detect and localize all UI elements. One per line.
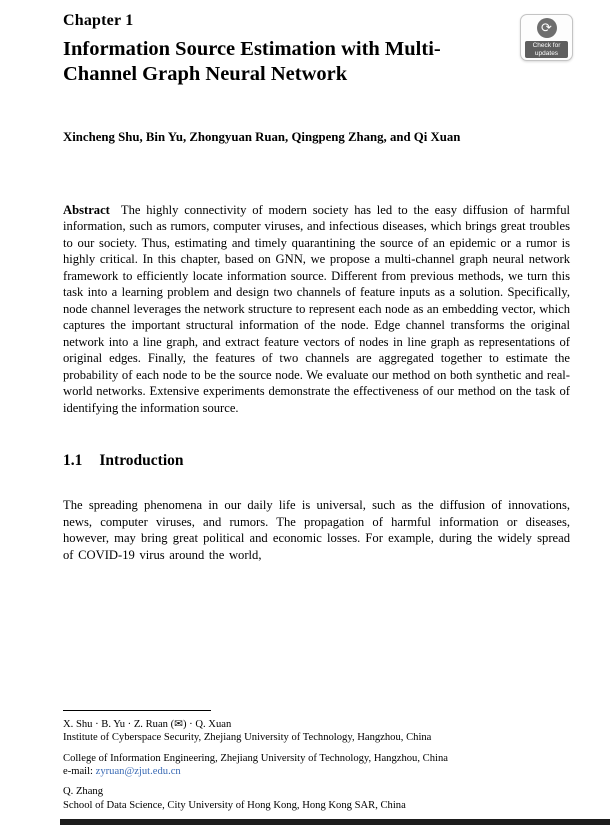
footnote-area (63, 710, 570, 812)
section-heading (63, 452, 570, 470)
footnote-authors-line: Q. Zhang (63, 786, 104, 798)
badge-label-line2: updates (534, 49, 559, 57)
abstract-text: The highly connectivity of modern society has led to the easy diffusion of harmful information, such as rumors, computer viruses, and infectious diseases, which brings great troubles to our society. Thus, estimating and timely quarantining the source of an epidemic or a rumor is highly critical. In this chapter, based on GNN, we propose a multi-channel graph neural network framework to efficiently locate information source. Different from previous methods, we turn this task into a learning problem and design two channels of feature inputs as a solution. Specifically, node channel leverages the network structure to represent each node as an embedding vector, which captures the important structural information of the node. Edge channel transforms the original network into a line graph, and extract feature vectors of nodes in line graph as representations of original edges. Finally, the features of two channels are aggregated together to estimate the probability of each node to be the source node. We evaluate our method on both synthetic and real-world networks. Extensive experiments demonstrate the effectiveness of our method on the task of identifying the information source. (63, 202, 570, 415)
chapter-label: Chapter 1 (63, 12, 134, 29)
footnote-affiliation-line: College of Information Engineering, Zhejiang University of Technology, Hangzhou, China (63, 752, 448, 764)
email-label: e-mail: (63, 765, 96, 777)
footnote-email-line (63, 765, 570, 778)
chapter-title: Information Source Estimation with Multi-Channel Graph Neural Network (63, 38, 441, 86)
footnote-block-affiliation-2 (63, 752, 570, 779)
section-title: Introduction (99, 452, 184, 470)
authors-line: Xincheng Shu, Bin Yu, Zhongyuan Ruan, Qingpeng Zhang, and Qi Xuan (63, 129, 461, 144)
page-bottom-edge (60, 819, 610, 825)
footnote-block-affiliation-3 (63, 785, 570, 812)
intro-paragraph: The spreading phenomena in our daily life is universal, such as the diffusion of innovations, news, computer viruses, and rumors. The propagation of harmful information or diseases, however, may bring great political and economic losses. For example, during the widely spread of COVID-19 virus around the world, (63, 498, 570, 562)
refresh-arrow-icon: ⟳ (541, 20, 552, 36)
footnote-rule (63, 710, 211, 711)
footnote-affiliation-line: School of Data Science, City University of Hong Kong, Hong Kong SAR, China (63, 799, 406, 811)
abstract-paragraph (63, 202, 570, 416)
page-content (63, 0, 570, 563)
badge-label-line1: Check for (532, 42, 561, 49)
footnote-affiliation-line: Institute of Cyberspace Security, Zhejiang University of Technology, Hangzhou, China (63, 732, 432, 744)
section-number: 1.1 (63, 452, 83, 470)
footnote-block-affiliation-1 (63, 718, 570, 745)
footnote-authors-line: X. Shu · B. Yu · Z. Ruan (✉) · Q. Xuan (63, 718, 232, 730)
abstract-label: Abstract (63, 202, 110, 217)
email-link[interactable]: zyruan@zjut.edu.cn (95, 765, 181, 777)
